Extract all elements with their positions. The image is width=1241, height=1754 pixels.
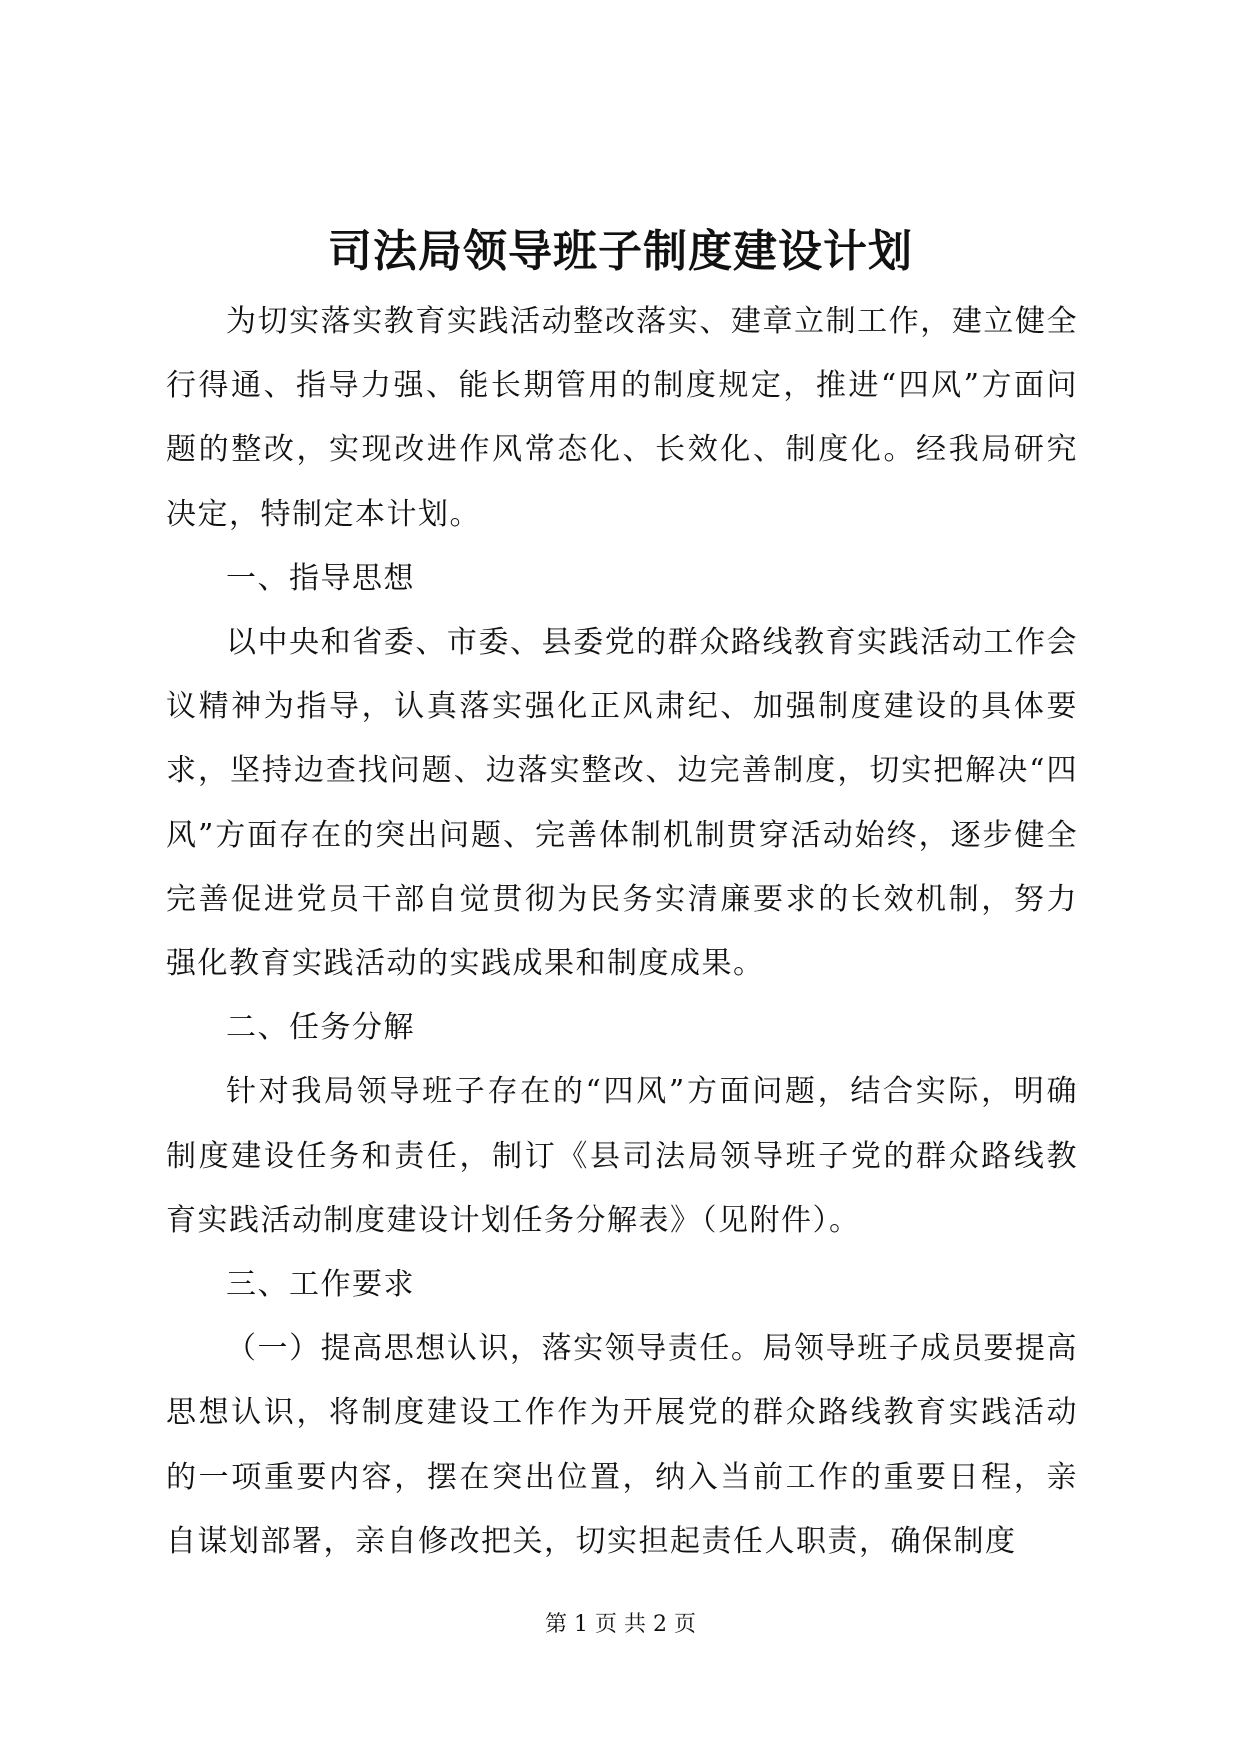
page-number: 第 1 页 共 2 页 (545, 1612, 696, 1637)
intro-paragraph: 为切实落实教育实践活动整改落实、建章立制工作，建立健全行得通、指导力强、能长期管用的制度规定，推进“四风”方面问题的整改，实现改进作风常态化、长效化、制度化。经我局研究决定，特制定本计划。 (166, 304, 1078, 532)
work-requirements-paragraph: （一）提高思想认识，落实领导责任。局领导班子成员要提高思想认识，将制度建设工作作为开展党的群众路线教育实践活动的一项重要内容，摆在突出位置，纳入当前工作的重要日程，亲自谋划部署，亲自修改把关，切实担起责任人职责，确保制度 (166, 1331, 1078, 1559)
task-breakdown-paragraph: 针对我局领导班子存在的“四风”方面问题，结合实际，明确制度建设任务和责任，制订《县司法局领导班子党的群众路线教育实践活动制度建设计划任务分解表》（见附件）。 (166, 1074, 1078, 1238)
guiding-ideology-paragraph: 以中央和省委、市委、县委党的群众路线教育实践活动工作会议精神为指导，认真落实强化正风肃纪、加强制度建设的具体要求，坚持边查找问题、边落实整改、边完善制度，切实把解决“四风”方面存在的突出问题、完善体制机制贯穿活动始终，逐步健全完善促进党员干部自觉贯彻为民务实清廉要求的长效机制，努力强化教育实践活动的实践成果和制度成果。 (166, 625, 1078, 982)
section-heading-work-requirements: 三、工作要求 (226, 1267, 415, 1303)
document-body (166, 290, 1078, 1574)
section-heading-guiding-ideology: 一、指导思想 (226, 560, 415, 596)
section-heading-task-breakdown: 二、任务分解 (226, 1010, 415, 1046)
document-title: 司法局领导班子制度建设计划 (328, 226, 913, 277)
page-footer (0, 1610, 1241, 1640)
